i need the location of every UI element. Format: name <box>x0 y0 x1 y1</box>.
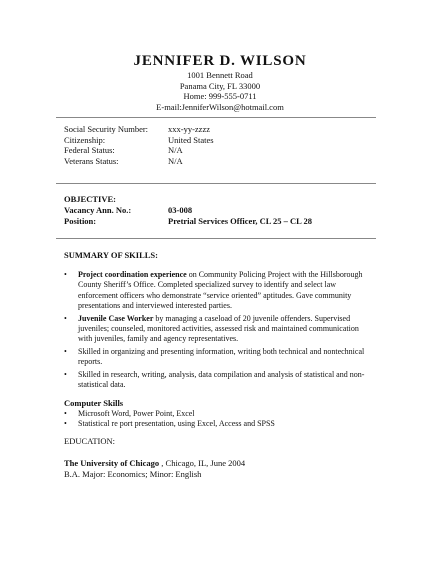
position-row: Position: Pretrial Services Officer, CL 25 – CL 28 <box>64 216 312 226</box>
info-row: Federal Status: N/A <box>64 145 183 156</box>
degree-line: B.A. Major: Economics; Minor: English <box>64 469 202 479</box>
list-item: • Project coordination experience on Community Policing Project with the Hillsborough County Sheriff’s Office. Completed specialized survey to identify and select law enforcement officers who demonstrate “service oriented” aptitudes. Gave community presentations and interviewed interested parties. <box>64 270 366 312</box>
list-item: • Microsoft Word, Power Point, Excel <box>64 409 366 419</box>
info-row: Social Security Number: xxx-yy-zzzz <box>64 124 211 134</box>
objective-section <box>64 194 374 227</box>
city-line: Panama City, FL 33000 <box>179 80 261 91</box>
divider-2 <box>56 183 376 184</box>
resume-header <box>0 52 440 112</box>
address-line: 1001 Bennett Road <box>187 70 253 80</box>
info-row: Citizenship: United States <box>64 134 214 145</box>
list-item: • Skilled in organizing and presenting information, writing both technical and nontechnical reports. <box>64 347 366 368</box>
school-line: The University of Chicago , Chicago, IL, June 2004 <box>64 458 246 468</box>
skills-list <box>64 270 366 390</box>
applicant-name: JENNIFER D. WILSON <box>133 53 307 69</box>
skills-title: SUMMARY OF SKILLS: <box>64 250 158 260</box>
education-section <box>64 458 364 480</box>
list-item: • Skilled in research, writing, analysis, data compilation and analysis of statistical and non-statistical data. <box>64 370 366 391</box>
info-row: Veterans Status: N/A <box>64 155 183 166</box>
list-item: • Statistical re port presentation, using Excel, Access and SPSS <box>64 419 366 429</box>
objective-title: OBJECTIVE: <box>64 194 116 204</box>
list-item: • Juvenile Case Worker by managing a caseload of 20 juvenile offenders. Supervised juveniles; counseled, monitored activities, assessed risk and maintained communication with juveniles, family and agency representatives. <box>64 314 366 345</box>
computer-skills-title: Computer Skills <box>64 398 124 408</box>
education-title: EDUCATION: <box>64 436 115 446</box>
vacancy-row: Vacancy Ann. No.: 03-008 <box>64 205 193 215</box>
email-line[interactable]: E-mail:JenniferWilson@hotmail.com <box>156 101 284 112</box>
divider-3 <box>56 238 376 239</box>
phone-line: Home: 999-555-0711 <box>183 91 257 101</box>
divider-1 <box>56 117 376 118</box>
computer-skills-list <box>64 409 366 430</box>
personal-info <box>64 124 364 166</box>
